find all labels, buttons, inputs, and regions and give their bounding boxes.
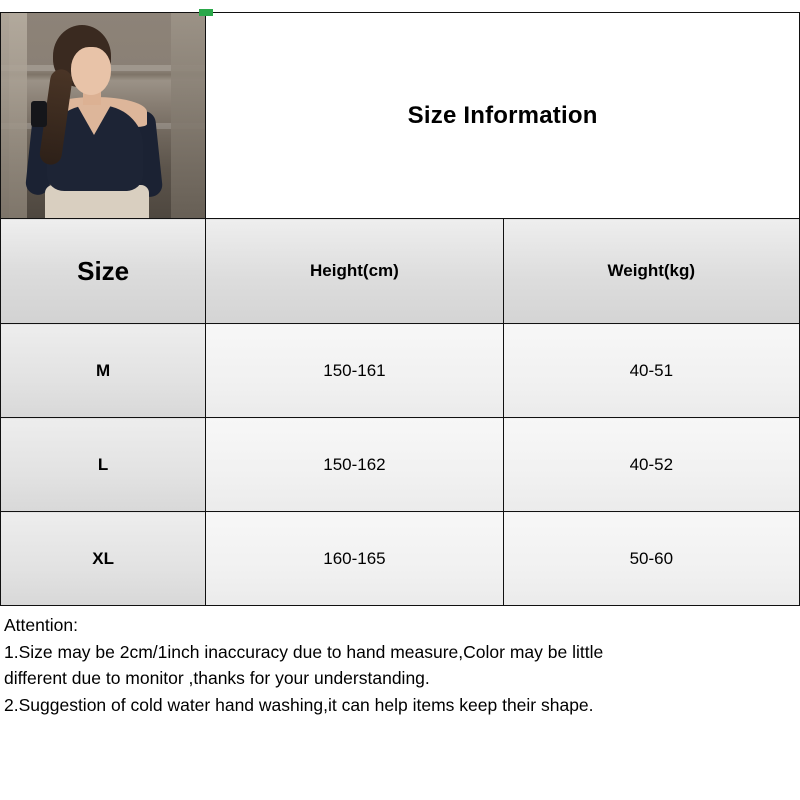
green-marker-icon — [199, 9, 213, 16]
column-header-weight-label: Weight(kg) — [607, 261, 696, 280]
size-information-table — [0, 12, 800, 606]
table-row-title — [1, 13, 800, 219]
table-row — [1, 512, 800, 606]
cell-weight: 40-51 — [503, 324, 799, 418]
attention-line-1: 1.Size may be 2cm/1inch inaccuracy due to hand measure,Color may be little — [4, 641, 604, 662]
table-row — [1, 324, 800, 418]
title-cell — [206, 13, 800, 219]
cell-weight: 50-60 — [503, 512, 799, 606]
table-header-row — [1, 219, 800, 324]
cell-height: 160-165 — [206, 512, 503, 606]
column-header-size-label: Size — [77, 255, 130, 286]
attention-line-3: 2.Suggestion of cold water hand washing,it can help items keep their shape. — [4, 694, 594, 715]
product-photo — [1, 13, 205, 218]
page-title: Size Information — [407, 101, 598, 129]
cell-size: L — [1, 418, 206, 512]
photo-phone-icon — [31, 101, 47, 127]
column-header-weight — [503, 219, 799, 324]
cell-size: M — [1, 324, 206, 418]
attention-heading: Attention: — [4, 615, 78, 635]
product-photo-cell — [1, 13, 206, 219]
column-header-height — [206, 219, 503, 324]
photo-wall-panel-right — [171, 13, 205, 218]
cell-size: XL — [1, 512, 206, 606]
attention-notes — [4, 612, 794, 718]
cell-height: 150-162 — [206, 418, 503, 512]
cell-height: 150-161 — [206, 324, 503, 418]
photo-model-face — [71, 47, 111, 95]
column-header-height-label: Height(cm) — [310, 261, 399, 280]
column-header-size — [1, 219, 206, 324]
photo-wall-panel-left — [1, 13, 27, 218]
attention-line-2: different due to monitor ,thanks for your understanding. — [4, 668, 430, 689]
cell-weight: 40-52 — [503, 418, 799, 512]
table-row — [1, 418, 800, 512]
